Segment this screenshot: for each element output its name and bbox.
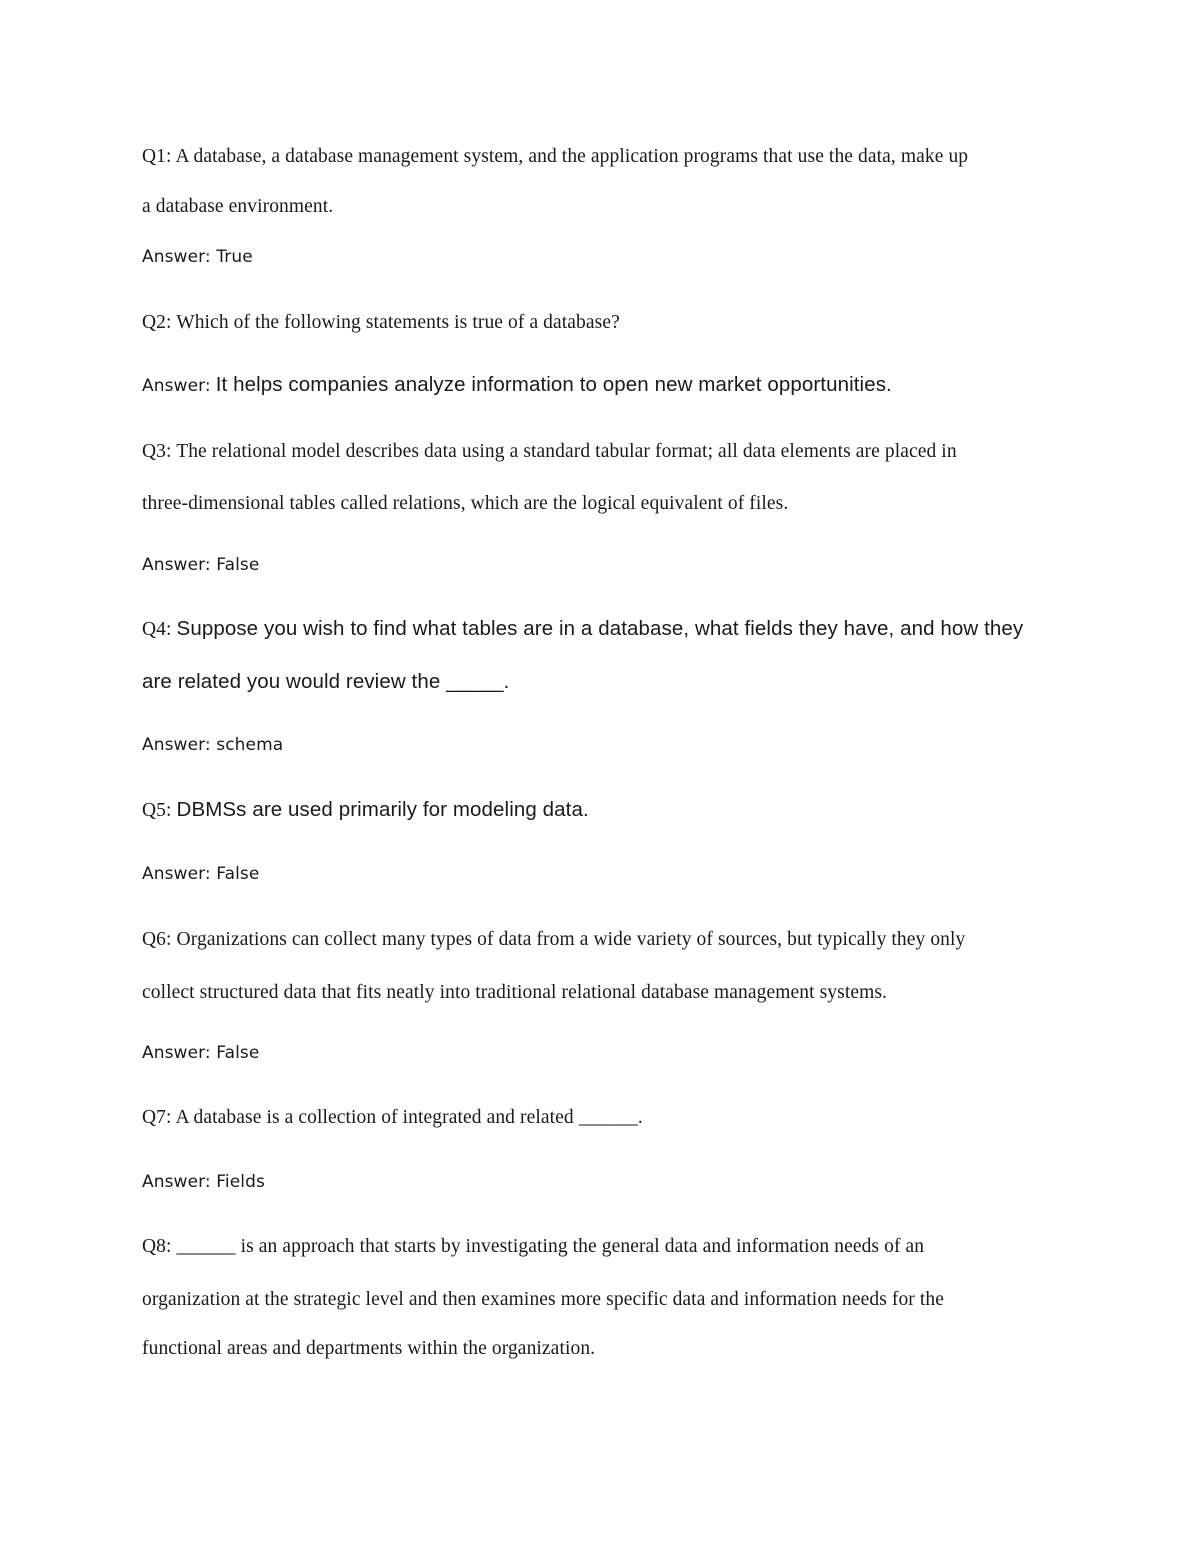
question-7-line-1 xyxy=(142,1107,643,1129)
question-6-text-1: Organizations can collect many types of data from a wide variety of sources, but typically they only xyxy=(176,929,966,950)
question-3-text-2: three-dimensional tables called relations, which are the logical equivalent of files. xyxy=(142,493,789,514)
question-2-label: Q2: xyxy=(142,312,172,333)
question-1-line-1 xyxy=(142,146,968,168)
answer-2-label: Answer: xyxy=(142,376,211,396)
answer-7 xyxy=(142,1172,265,1192)
answer-1 xyxy=(142,247,253,267)
answer-1-value: True xyxy=(216,247,253,267)
answer-7-label: Answer: xyxy=(142,1172,211,1192)
question-8-line-1 xyxy=(142,1236,924,1258)
answer-2 xyxy=(142,373,892,397)
answer-5-value: False xyxy=(216,864,260,884)
question-4-label: Q4: xyxy=(142,619,172,640)
question-6-line-1 xyxy=(142,929,965,951)
question-6-label: Q6: xyxy=(142,929,172,950)
question-3-label: Q3: xyxy=(142,441,172,462)
answer-4-value: schema xyxy=(216,735,284,755)
question-8-label: Q8: xyxy=(142,1236,172,1257)
question-8-text-1: ______ is an approach that starts by investigating the general data and information needs of an xyxy=(176,1236,925,1257)
answer-2-value: It helps companies analyze information to open new market opportunities. xyxy=(215,373,892,396)
answer-3 xyxy=(142,555,259,575)
answer-5 xyxy=(142,864,259,884)
question-8-line-3 xyxy=(142,1338,595,1360)
question-1-text-1: A database, a database management system, and the application programs that use the data, make up xyxy=(175,146,969,167)
question-6-text-2: collect structured data that fits neatly into traditional relational database management systems. xyxy=(142,982,888,1003)
question-8-text-2: organization at the strategic level and then examines more specific data and information needs for the xyxy=(142,1289,944,1310)
question-4-text-1: Suppose you wish to find what tables are in a database, what fields they have, and how they xyxy=(176,617,1024,640)
question-2-text-1: Which of the following statements is true of a database? xyxy=(176,312,620,333)
answer-1-label: Answer: xyxy=(142,247,211,267)
question-1-label: Q1: xyxy=(142,146,172,167)
answer-4 xyxy=(142,735,283,755)
question-6-line-2 xyxy=(142,982,887,1004)
question-3-line-1 xyxy=(142,441,957,463)
question-7-label: Q7: xyxy=(142,1107,172,1128)
question-5-text-1: DBMSs are used primarily for modeling data. xyxy=(176,798,589,821)
question-5-label: Q5: xyxy=(142,800,172,821)
question-3-text-1: The relational model describes data using a standard tabular format; all data elements are placed in xyxy=(176,441,957,462)
question-8-text-3: functional areas and departments within the organization. xyxy=(142,1338,596,1359)
question-4-line-1 xyxy=(142,617,1023,641)
question-1-text-2: a database environment. xyxy=(142,196,334,217)
question-5-line-1 xyxy=(142,798,589,822)
answer-4-label: Answer: xyxy=(142,735,211,755)
answer-3-label: Answer: xyxy=(142,555,211,575)
question-1-line-2 xyxy=(142,196,333,218)
question-4-line-2 xyxy=(142,670,509,694)
question-8-line-2 xyxy=(142,1289,944,1311)
question-3-line-2 xyxy=(142,493,788,515)
answer-6 xyxy=(142,1043,259,1063)
answer-3-value: False xyxy=(216,555,260,575)
answer-5-label: Answer: xyxy=(142,864,211,884)
answer-7-value: Fields xyxy=(216,1172,265,1192)
answer-6-value: False xyxy=(216,1043,260,1063)
question-2-line-1 xyxy=(142,312,620,334)
question-4-text-2: are related you would review the _____. xyxy=(142,670,510,693)
question-7-text-1: A database is a collection of integrated and related ______. xyxy=(175,1107,643,1128)
answer-6-label: Answer: xyxy=(142,1043,211,1063)
